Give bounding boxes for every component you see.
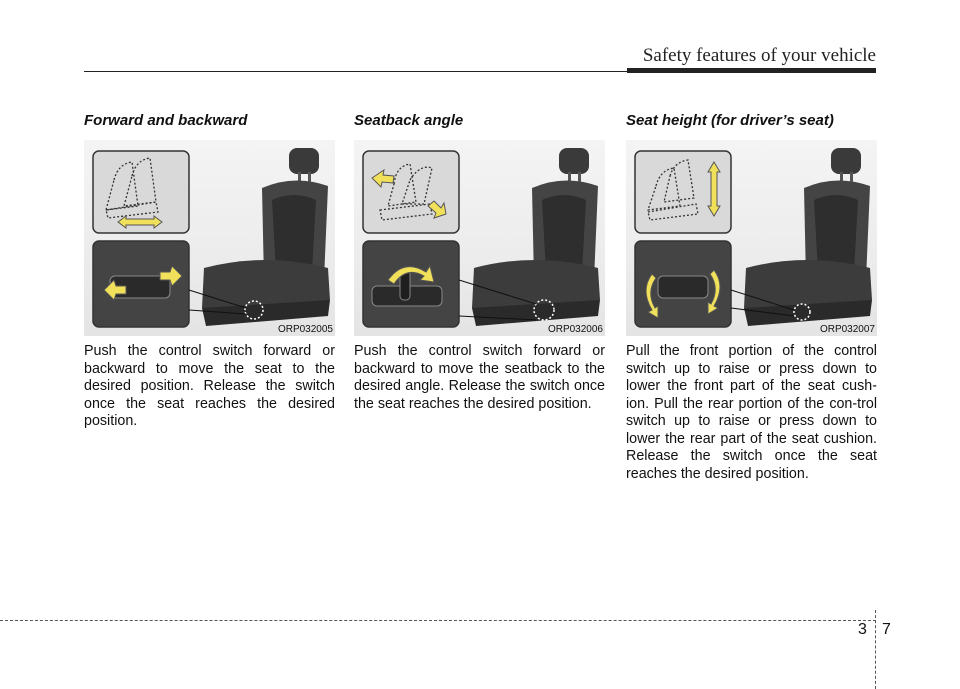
section-heading: Seatback angle	[354, 112, 464, 129]
seatback-movement-inset	[363, 151, 459, 233]
seat-illustration-seat-height	[626, 140, 877, 336]
chapter-number: 3	[858, 621, 867, 638]
seat-height-svg	[626, 140, 877, 336]
seat-icon	[202, 148, 330, 326]
seat-illustration-forward-backward	[84, 140, 335, 336]
section-seatback-angle	[354, 112, 605, 413]
section-seat-height	[626, 112, 877, 483]
section-forward-backward	[84, 112, 335, 431]
section-body: Push the control switch forward or backward to move the seatback to the desired angle. Release the switch once the seat reaches the desired position.	[354, 343, 605, 412]
seat-icon	[744, 148, 872, 326]
section-body: Pull the front portion of the control switch up to raise or press down to lower the front part of the seat cush-ion. Pull the rear portion of the con-trol switch up to raise or press down to lower the rear part of the seat cushion. Release the switch once the seat reaches the desired position.	[626, 343, 877, 482]
page-number: 7	[882, 621, 891, 638]
header-title: Safety features of your vehicle	[642, 45, 876, 66]
figure-code: ORP032006	[547, 324, 603, 335]
seat-forward-backward-svg	[84, 140, 335, 336]
footer-divider	[875, 610, 876, 689]
header-rule-accent	[627, 68, 876, 73]
seat-illustration-seatback-angle	[354, 140, 605, 336]
section-body: Push the control switch forward or backward to move the seat to the desired position. Release the switch once the seat reaches the desired position.	[84, 343, 335, 429]
seat-seatback-svg	[354, 140, 605, 336]
footer-rule	[0, 620, 876, 621]
seat-icon	[472, 148, 600, 326]
section-heading: Forward and backward	[84, 112, 248, 129]
figure-code: ORP032007	[819, 324, 875, 335]
seat-movement-inset	[93, 151, 189, 233]
height-movement-inset	[635, 151, 731, 233]
section-heading: Seat height (for driver’s seat)	[626, 112, 834, 129]
figure-code: ORP032005	[277, 324, 333, 335]
